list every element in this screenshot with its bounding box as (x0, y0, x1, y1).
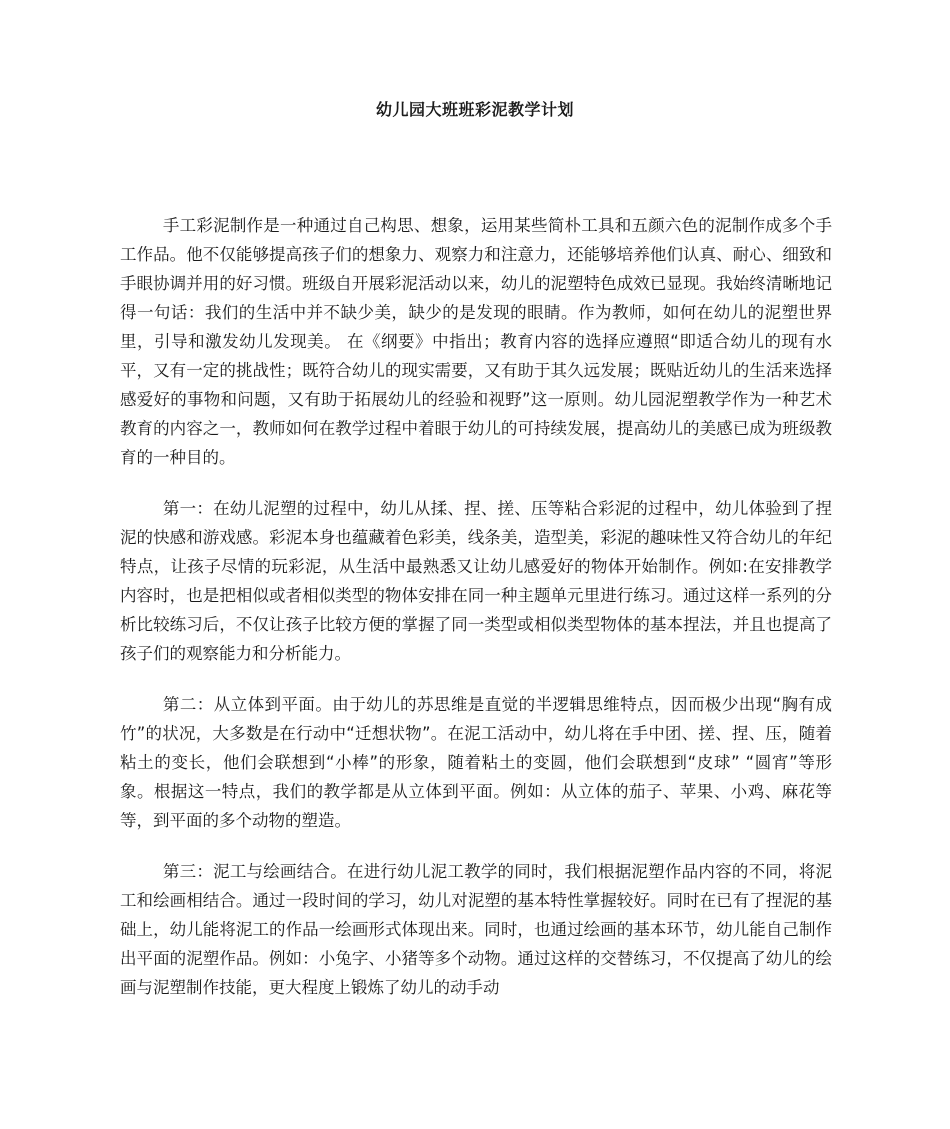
document-body (120, 211, 832, 1024)
document-title: 幼儿园大班班彩泥教学计划 (375, 100, 574, 119)
paragraph-third: 第三：泥工与绘画结合。在进行幼儿泥工教学的同时，我们根据泥塑作品内容的不同，将泥工和绘画相结合。通过一段时间的学习，幼儿对泥塑的基本特性掌握较好。同时在已有了捏泥的基础上，幼儿能将泥工的作品一绘画形式体现出来。同时，也通过绘画的基本环节，幼儿能自己制作出平面的泥塑作品。例如：小兔字、小猪等多个动物。通过这样的交替练习，不仅提高了幼儿的绘画与泥塑制作技能，更大程度上锻炼了幼儿的动手动 (120, 862, 832, 997)
paragraph-intro: 手工彩泥制作是一种通过自己构思、想象，运用某些简朴工具和五颜六色的泥制作成多个手工作品。他不仅能够提高孩子们的想象力、观察力和注意力，还能够培养他们认真、耐心、细致和手眼协调并用的好习惯。班级自开展彩泥活动以来，幼儿的泥塑特色成效已显现。我始终清晰地记得一句话：我们的生活中并不缺少美，缺少的是发现的眼睛。作为教师，如何在幼儿的泥塑世界里，引导和激发幼儿发现美。 在《纲要》中指出；教育内容的选择应遵照“即适合幼儿的现有水平，又有一定的挑战性；既符合幼儿的现实需要，又有助于其久远发展；既贴近幼儿的生活来选择感爱好的事物和问题，又有助于拓展幼儿的经验和视野”这一原则。幼儿园泥塑教学作为一种艺术教育的内容之一，教师如何在教学过程中着眼于幼儿的可持续发展，提高幼儿的美感已成为班级教育的一种目的。 (120, 216, 832, 467)
paragraph-second: 第二：从立体到平面。由于幼儿的苏思维是直觉的半逻辑思维特点，因而极少出现“胸有成竹”的状况，大多数是在行动中“迁想状物”。在泥工活动中，幼儿将在手中团、搓、捏、压，随着粘土的变长，他们会联想到“小棒”的形象，随着粘土的变圆，他们会联想到“皮球” “圆宵”等形象。根据这一特点，我们的教学都是从立体到平面。例如：从立体的茄子、苹果、小鸡、麻花等等，到平面的多个动物的塑造。 (120, 695, 832, 830)
paragraph-first: 第一：在幼儿泥塑的过程中，幼儿从揉、捏、搓、压等粘合彩泥的过程中，幼儿体验到了捏泥的快感和游戏感。彩泥本身也蕴藏着色彩美，线条美，造型美，彩泥的趣味性又符合幼儿的年纪特点，让孩子尽情的玩彩泥，从生活中最熟悉又让幼儿感爱好的物体开始制作。例如:在安排教学内容时，也是把相似或者相似类型的物体安排在同一种主题单元里进行练习。通过这样一系列的分析比较练习后，不仅让孩子比较方便的掌握了同一类型或相似类型物体的基本捏法，并且也提高了孩子们的观察能力和分析能力。 (120, 499, 832, 663)
